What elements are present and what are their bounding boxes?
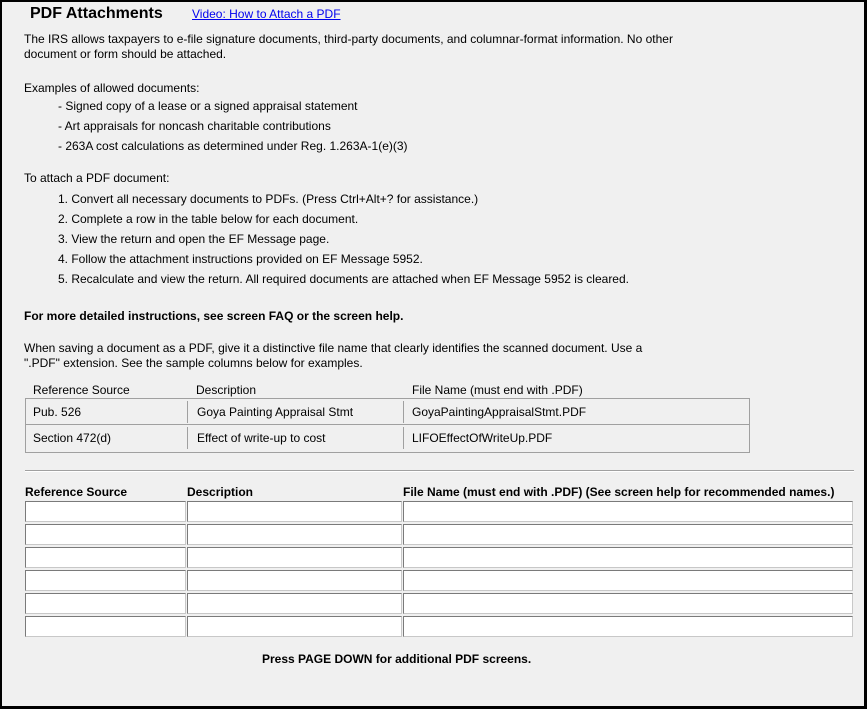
example-item: - 263A cost calculations as determined under Reg. 1.263A-1(e)(3) xyxy=(58,139,408,153)
sample-cell: LIFOEffectOfWriteUp.PDF xyxy=(412,431,553,445)
input-header-description: Description xyxy=(187,485,254,499)
page-title: PDF Attachments xyxy=(30,5,163,22)
step-item: 5. Recalculate and view the return. All required documents are attached when EF Message 5952 is cleared. xyxy=(58,272,629,286)
sample-cell: Goya Painting Appraisal Stmt xyxy=(197,405,354,419)
reference-source-input[interactable] xyxy=(25,593,186,614)
intro-line-1: The IRS allows taxpayers to e-file signature documents, third-party documents, and columnar-format information. No other xyxy=(24,32,673,46)
sample-cell: GoyaPaintingAppraisalStmt.PDF xyxy=(412,405,587,419)
column-divider xyxy=(403,401,404,423)
step-item: 2. Complete a row in the table below for each document. xyxy=(58,212,359,226)
sample-cell: Pub. 526 xyxy=(33,405,82,419)
sample-cell: Section 472(d) xyxy=(33,431,112,445)
sample-header-reference: Reference Source xyxy=(33,383,130,397)
file-name-input[interactable] xyxy=(403,501,853,522)
reference-source-input[interactable] xyxy=(25,524,186,545)
intro-line-2: document or form should be attached. xyxy=(24,47,227,61)
section-divider xyxy=(25,470,854,472)
file-name-input[interactable] xyxy=(403,593,853,614)
examples-heading: Examples of allowed documents: xyxy=(24,81,200,95)
reference-source-input[interactable] xyxy=(25,547,186,568)
naming-line-2: ".PDF" extension. See the sample columns below for examples. xyxy=(24,356,363,370)
reference-source-input[interactable] xyxy=(25,501,186,522)
file-name-input[interactable] xyxy=(403,616,853,637)
description-input[interactable] xyxy=(187,593,402,614)
example-item: - Signed copy of a lease or a signed appraisal statement xyxy=(58,99,358,113)
sample-header-description: Description xyxy=(196,383,257,397)
input-header-filename: File Name (must end with .PDF) (See screen help for recommended names.) xyxy=(403,485,835,499)
column-divider xyxy=(403,427,404,449)
page-down-note: Press PAGE DOWN for additional PDF screens. xyxy=(262,652,532,666)
sample-row xyxy=(26,425,749,451)
column-divider xyxy=(187,427,188,449)
step-item: 3. View the return and open the EF Message page. xyxy=(58,232,330,246)
reference-source-input[interactable] xyxy=(25,616,186,637)
description-input[interactable] xyxy=(187,616,402,637)
file-name-input[interactable] xyxy=(403,524,853,545)
step-item: 1. Convert all necessary documents to PDFs. (Press Ctrl+Alt+? for assistance.) xyxy=(58,192,479,206)
input-header-reference: Reference Source xyxy=(25,485,128,499)
reference-source-input[interactable] xyxy=(25,570,186,591)
description-input[interactable] xyxy=(187,501,402,522)
description-input[interactable] xyxy=(187,570,402,591)
description-input[interactable] xyxy=(187,547,402,568)
description-input[interactable] xyxy=(187,524,402,545)
column-divider xyxy=(187,401,188,423)
steps-heading: To attach a PDF document: xyxy=(24,171,170,185)
more-info-text: For more detailed instructions, see screen FAQ or the screen help. xyxy=(24,309,404,323)
naming-line-1: When saving a document as a PDF, give it a distinctive file name that clearly identifies the scanned document. Use a xyxy=(24,341,643,355)
example-item: - Art appraisals for noncash charitable contributions xyxy=(58,119,331,133)
file-name-input[interactable] xyxy=(403,547,853,568)
sample-header-filename: File Name (must end with .PDF) xyxy=(412,383,583,397)
file-name-input[interactable] xyxy=(403,570,853,591)
sample-table xyxy=(25,398,750,453)
step-item: 4. Follow the attachment instructions provided on EF Message 5952. xyxy=(58,252,423,266)
sample-cell: Effect of write-up to cost xyxy=(197,431,326,445)
video-link[interactable]: Video: How to Attach a PDF xyxy=(192,7,341,21)
sample-row xyxy=(26,399,749,425)
